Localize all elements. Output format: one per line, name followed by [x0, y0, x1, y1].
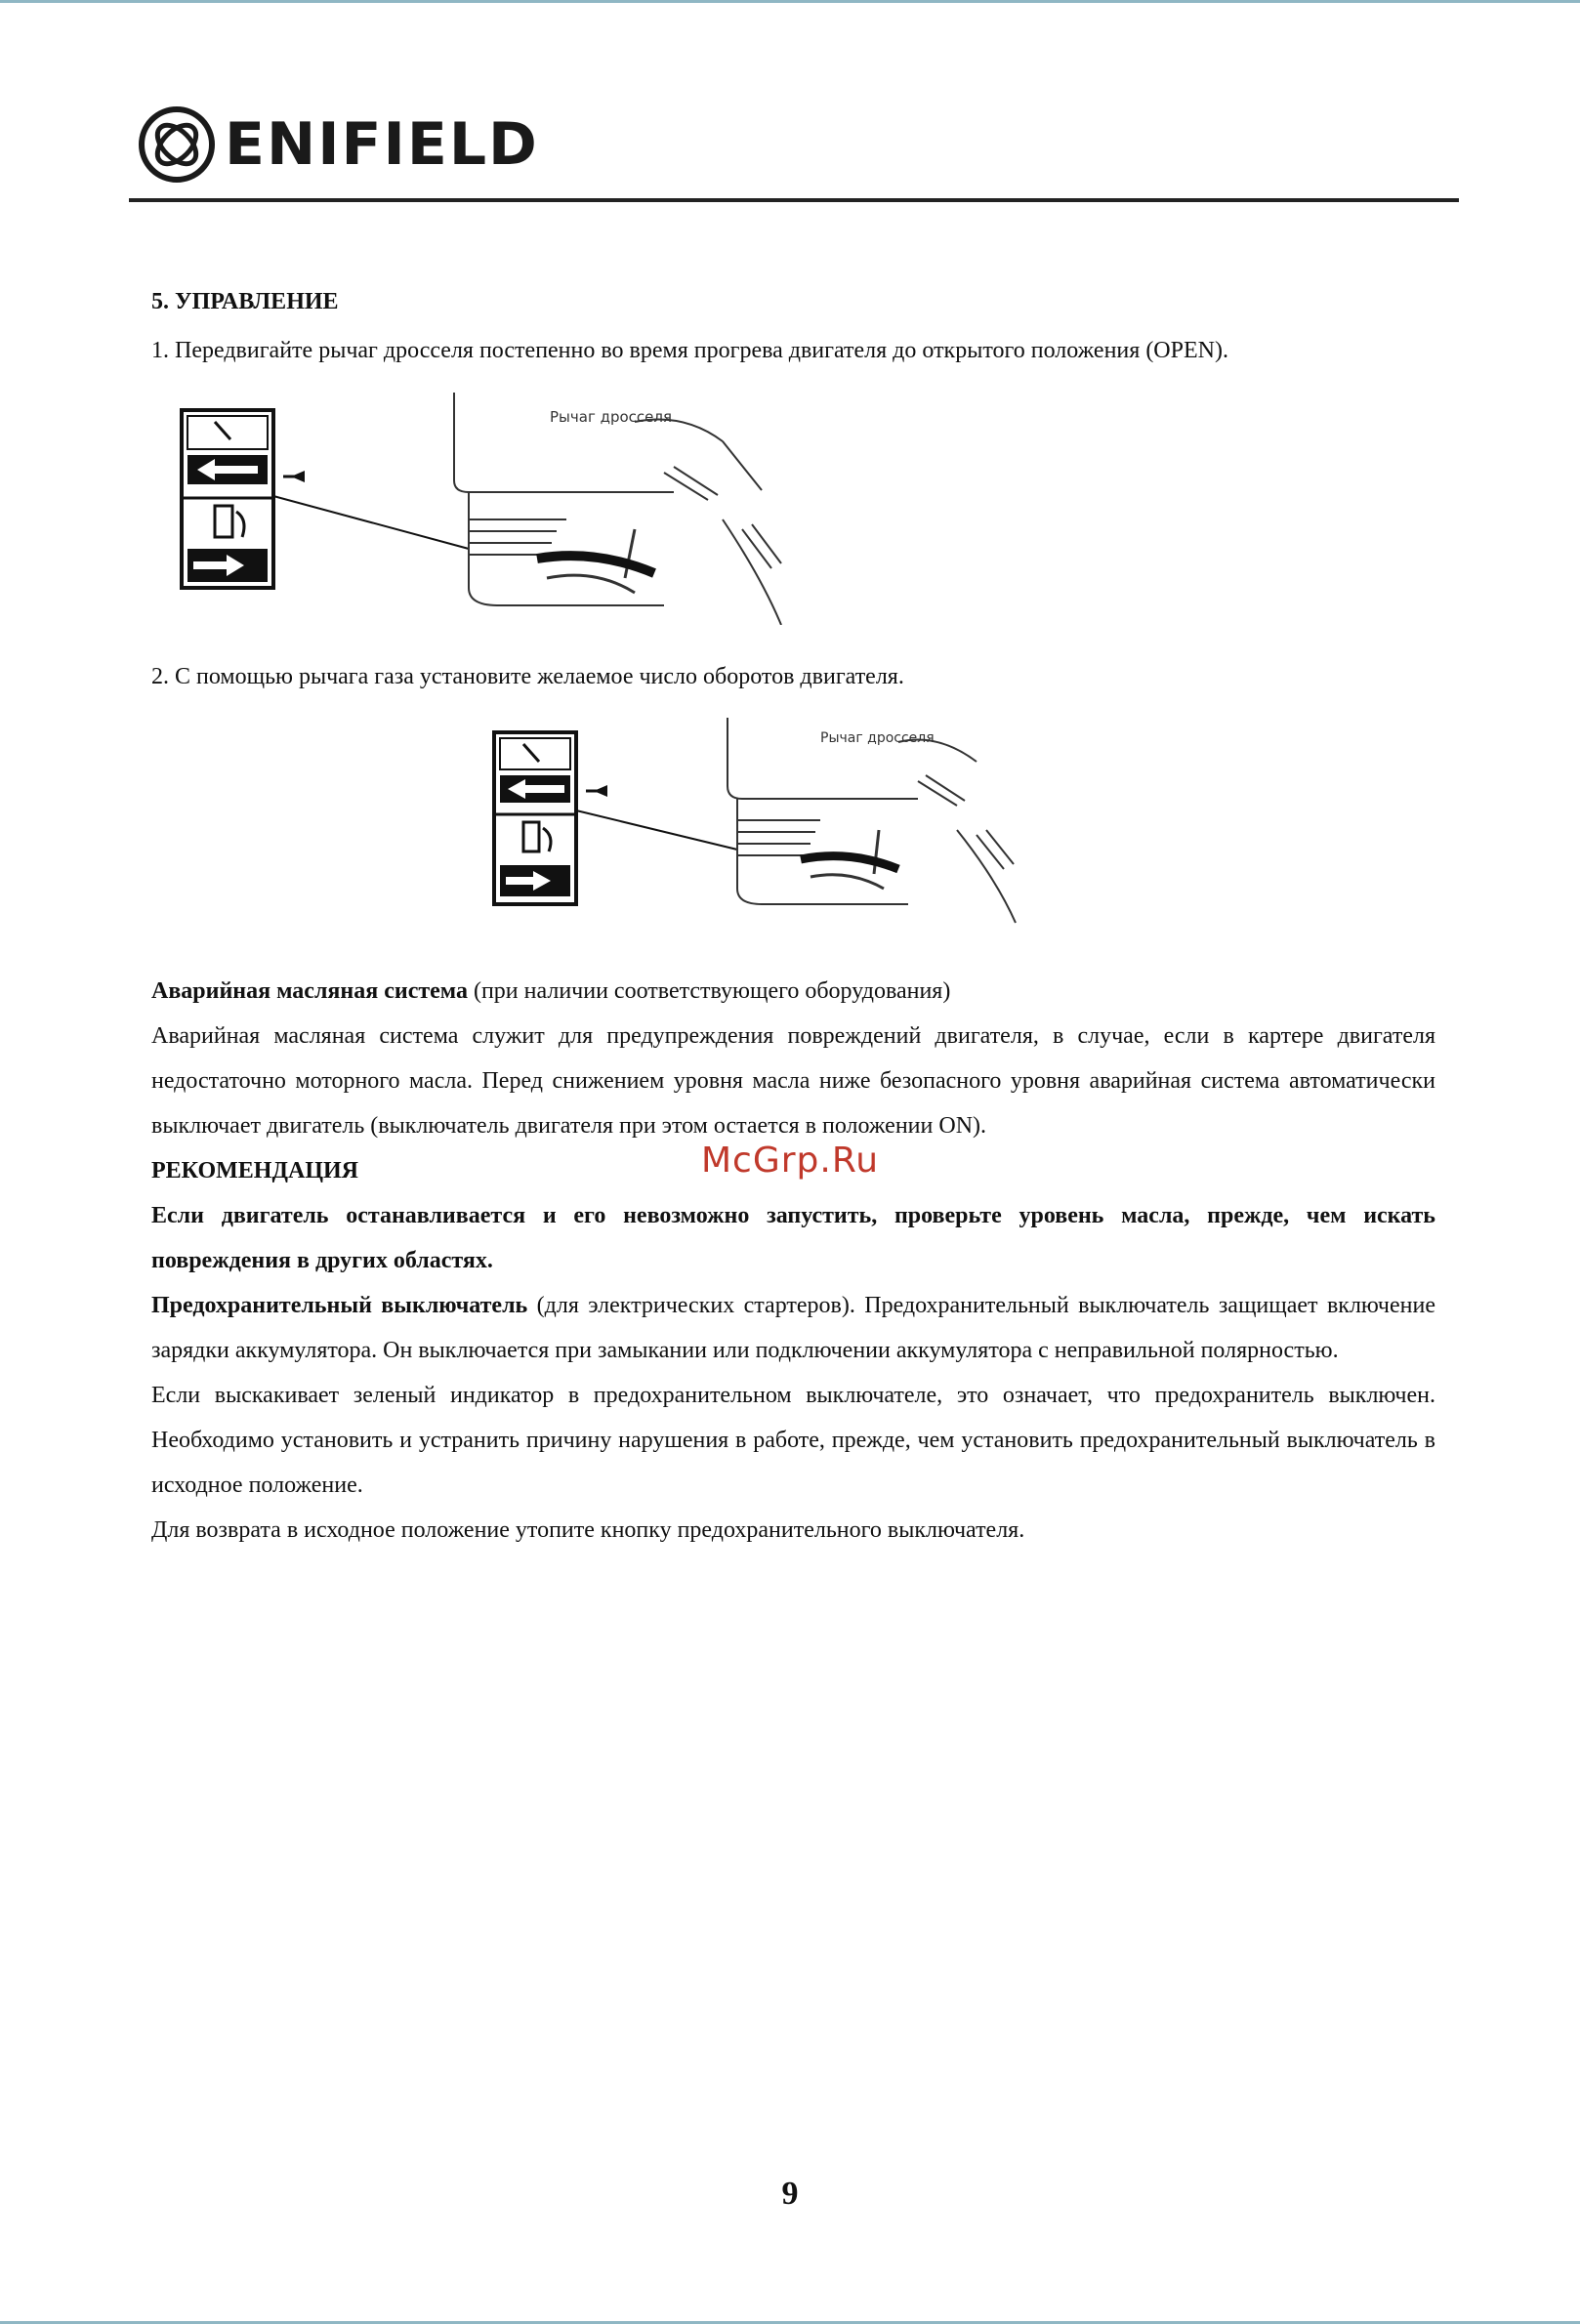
step-2 [151, 654, 1435, 699]
brand-header [137, 105, 539, 184]
figure-2-label: Рычаг дросселя [820, 730, 935, 746]
recommendation-title: РЕКОМЕНДАЦИЯ [151, 1158, 358, 1183]
top-border [0, 0, 1580, 3]
header-divider [129, 198, 1459, 202]
control-panel-icon [182, 410, 273, 588]
brand-logo-icon [137, 104, 217, 185]
engine-drawing [454, 393, 781, 625]
step-1 [151, 328, 1435, 373]
figure-1-label: Рычаг дросселя [550, 408, 672, 426]
oil-system-section [151, 969, 1435, 1553]
control-panel-icon [494, 732, 576, 904]
watermark: McGrp.Ru [701, 1141, 880, 1181]
step-1-text: 1. Передвигайте рычаг дросселя постепенно во время прогрева двигателя до открытого положения (OPEN). [151, 338, 1228, 363]
fuse-text: (для электрических стартеров). Предохранительный выключатель защищает включение зарядки аккумулятора. Он выключается при замыкании или подключении аккумулятора с неправильной полярностью. [151, 1293, 1435, 1363]
fuse-paragraph-2: Если выскакивает зеленый индикатор в предохранительном выключателе, это означает, что предохранитель выключен. Необходимо установить и устранить причину нарушения в работе, прежде, чем установить предохранительный выключатель в исходное положение. [151, 1383, 1435, 1498]
fuse-paragraph [151, 1283, 1435, 1373]
oil-system-heading [151, 969, 1435, 1014]
brand-name: ENIFIELD [225, 110, 539, 179]
page-number: 9 [781, 2176, 799, 2212]
step-2-text: 2. С помощью рычага газа установите желаемое число оборотов двигателя. [151, 664, 904, 689]
throttle-figure-1 [176, 383, 879, 625]
oil-system-title: Аварийная масляная система [151, 978, 468, 1004]
section-title: 5. УПРАВЛЕНИЕ [151, 289, 339, 314]
oil-system-title-suffix: (при наличии соответствующего оборудования) [467, 978, 951, 1004]
section-heading-block [151, 289, 1435, 315]
throttle-figure-2 [488, 713, 1094, 928]
recommendation-text: Если двигатель останавливается и его невозможно запустить, проверьте уровень масла, прежде, чем искать повреждения в других областях. [151, 1203, 1435, 1273]
fuse-title: Предохранительный выключатель [151, 1293, 528, 1318]
engine-drawing [728, 718, 1016, 923]
fuse-paragraph-3: Для возврата в исходное положение утопите кнопку предохранительного выключателя. [151, 1517, 1025, 1543]
oil-system-text: Аварийная масляная система служит для предупреждения повреждений двигателя, в случае, если в картере двигателя недостаточно моторного масла. Перед снижением уровня масла ниже безопасного уровня аварийная система автоматически выключает двигатель (выключатель двигателя при этом остается в положении ON). [151, 1023, 1435, 1139]
